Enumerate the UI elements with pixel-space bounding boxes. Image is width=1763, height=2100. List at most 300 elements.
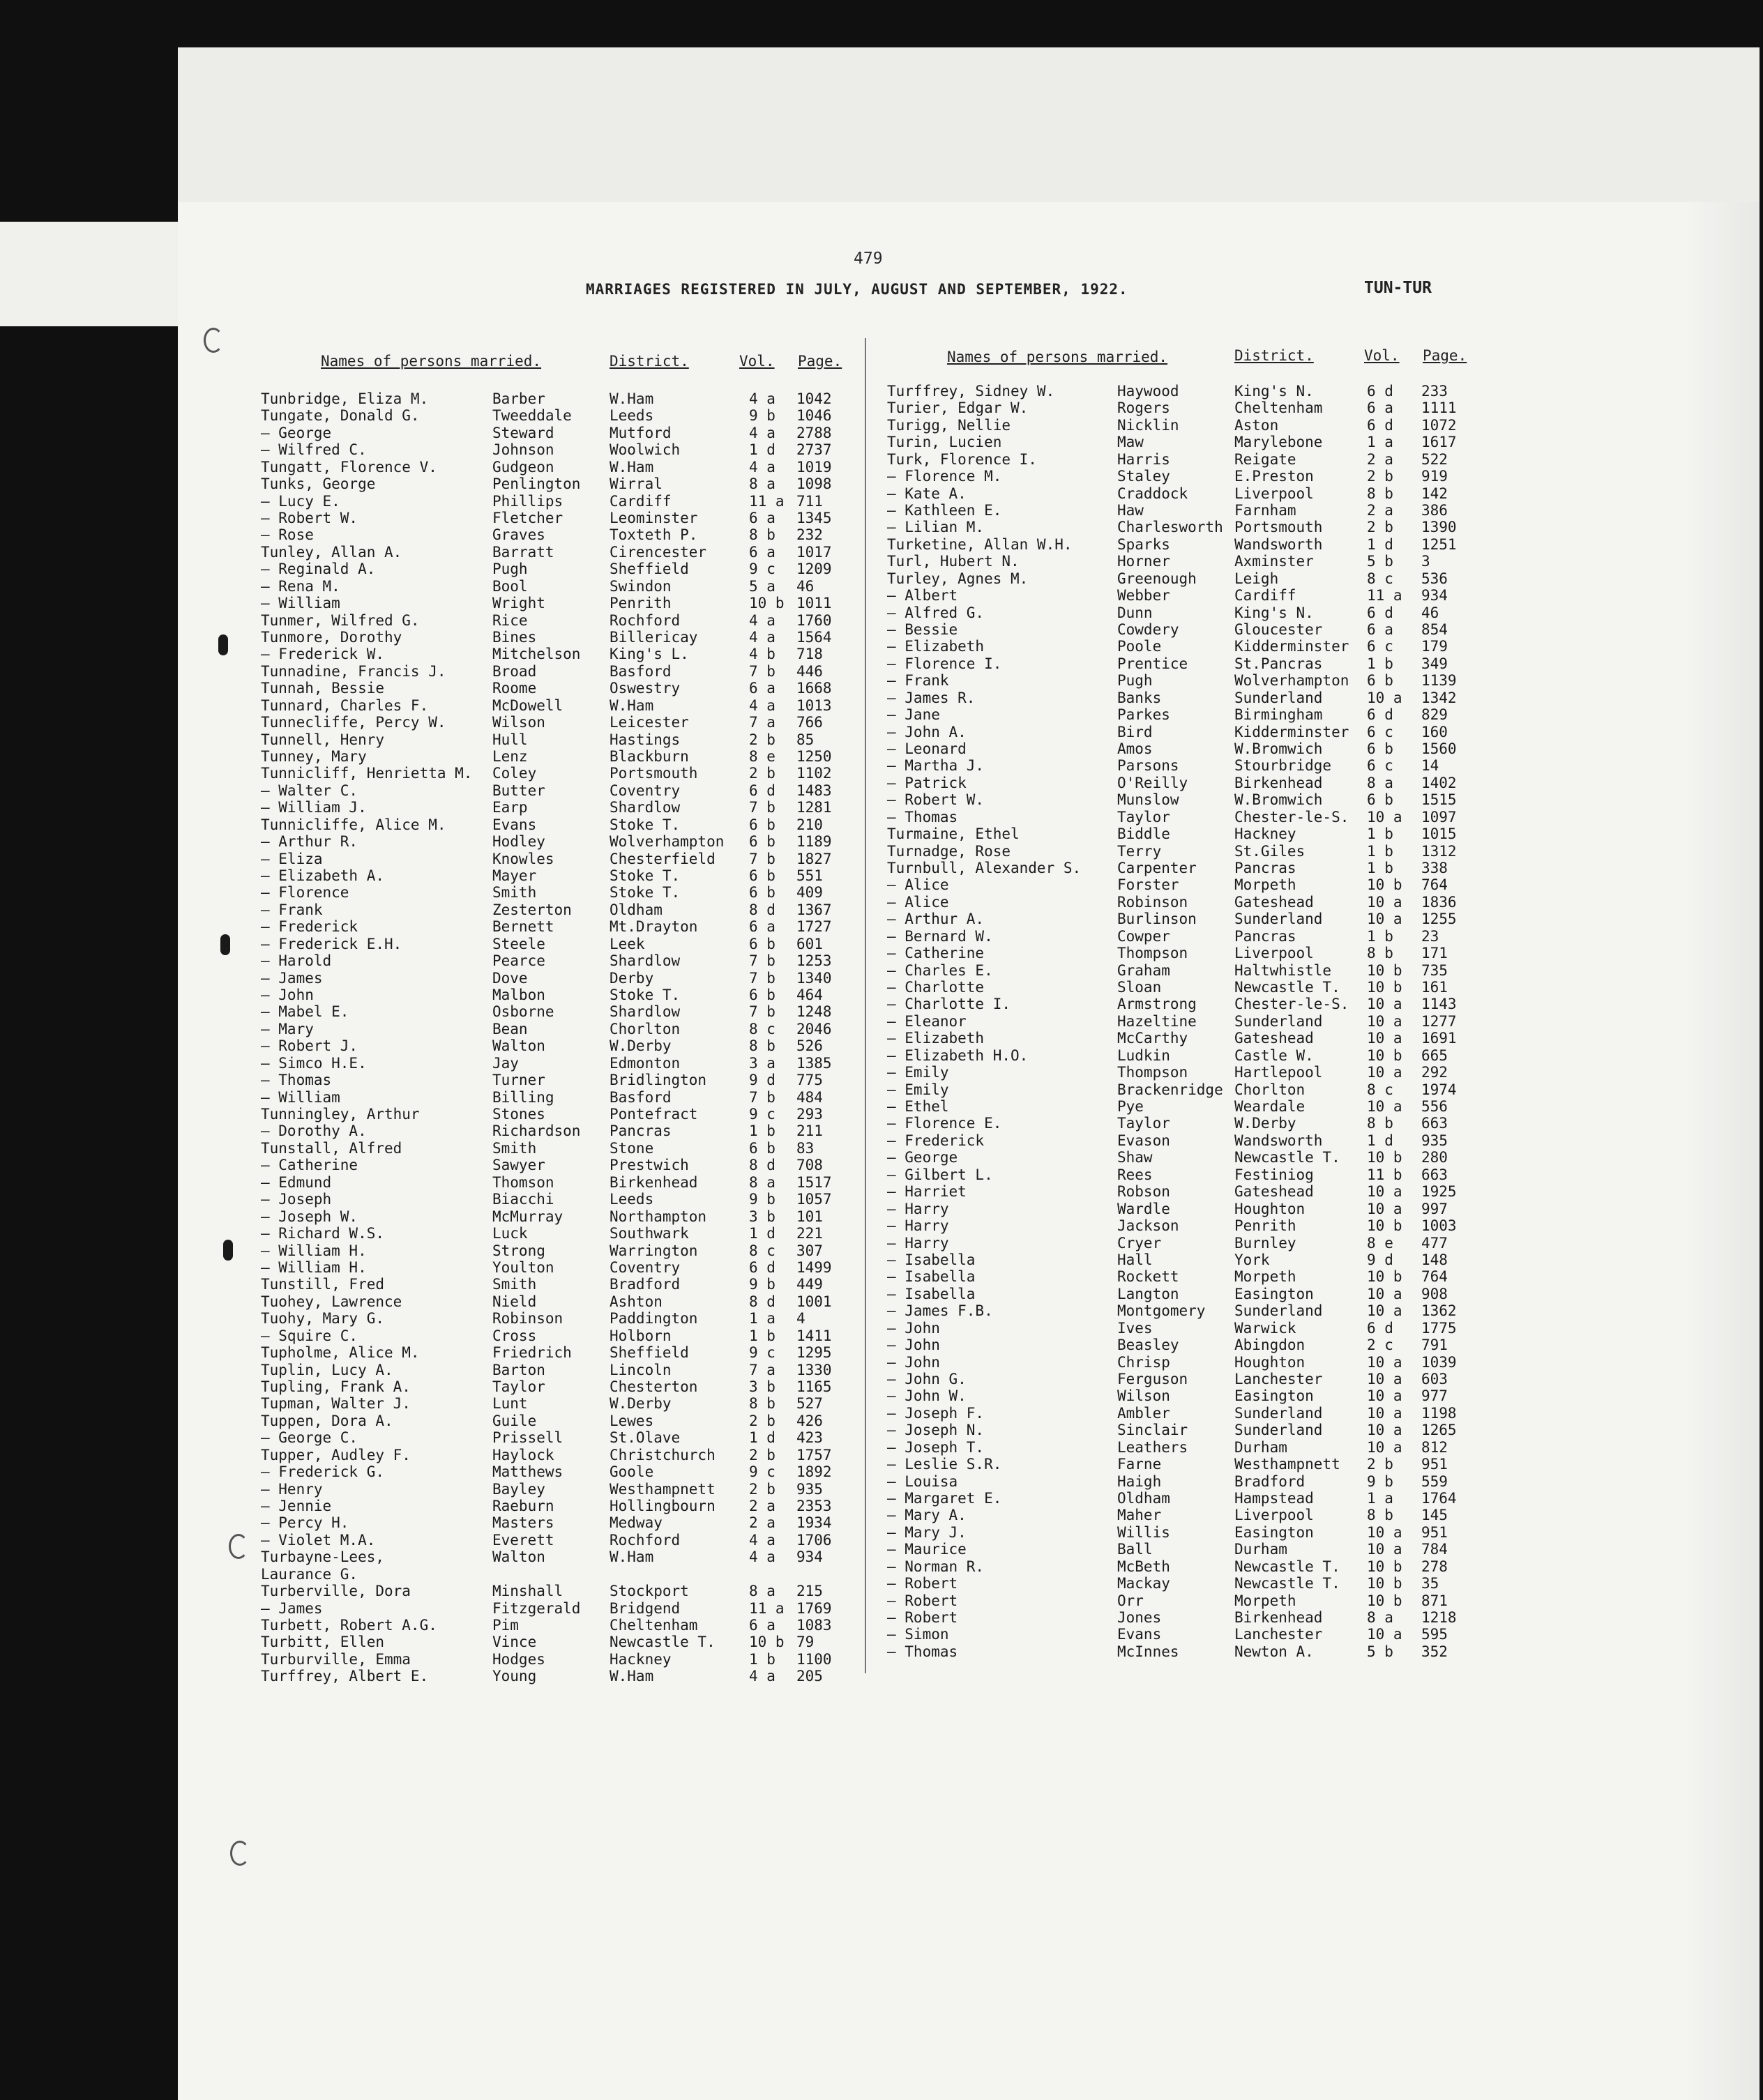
entry-district: Sunderland [1234, 911, 1323, 928]
entry-spouse: Steele [492, 935, 545, 952]
entry-name: — Arthur A. [887, 911, 985, 928]
entry-page: 718 [796, 646, 823, 663]
entry-district: Mt.Drayton [610, 918, 698, 936]
entry-spouse: Bird [1117, 723, 1153, 740]
entry-name: Tunstall, Alfred [261, 1139, 402, 1157]
entry-vol: 6 a [1367, 400, 1393, 417]
entry-district: Toxteth P. [610, 526, 698, 544]
entry-vol: 11 a [1367, 587, 1402, 604]
entry-district: Chorlton [1234, 1081, 1306, 1098]
entry-page: 1560 [1421, 740, 1457, 758]
entry-spouse: Carpenter [1117, 860, 1197, 877]
entry-district: Leigh [1234, 570, 1279, 587]
entry-district: Newcastle T. [1234, 979, 1340, 996]
entry-vol: 2 b [749, 731, 775, 748]
entry-district: Pancras [610, 1123, 672, 1140]
entry-spouse: Ferguson [1117, 1370, 1188, 1387]
entry-vol: 5 b [1367, 1643, 1393, 1660]
entry-district: Burnley [1234, 1234, 1296, 1251]
entry-district: Chesterton [610, 1378, 698, 1395]
entry-name: Tupling, Frank A. [261, 1378, 411, 1395]
entry-spouse: Cross [492, 1327, 537, 1344]
entry-page: 1934 [796, 1514, 832, 1532]
entry-page: 1250 [796, 748, 832, 766]
entry-vol: 10 b [1367, 876, 1402, 894]
entry-page: 46 [796, 577, 815, 595]
entry-spouse: Ball [1117, 1541, 1153, 1558]
entry-vol: 2 b [1367, 519, 1393, 536]
entry-page: 1757 [796, 1446, 832, 1463]
entry-vol: 10 a [1367, 1302, 1402, 1320]
entry-district: Liverpool [1234, 945, 1314, 962]
entry-name: — Elizabeth A. [261, 867, 385, 885]
entry-district: Basford [610, 1088, 672, 1106]
entry-spouse: Dove [492, 969, 528, 987]
entry-page: 1001 [796, 1293, 832, 1310]
entry-district: Leek [610, 935, 645, 952]
entry-district: Stone [610, 1139, 654, 1157]
entry-vol: 8 a [749, 475, 775, 493]
entry-spouse: Hodges [492, 1650, 545, 1668]
entry-name: — George C. [261, 1429, 358, 1447]
entry-vol: 8 a [1367, 1608, 1393, 1626]
entry-district: W.Bromwich [1234, 791, 1323, 809]
entry-spouse: Parkes [1117, 706, 1170, 724]
entry-spouse: Tweeddale [492, 407, 572, 425]
entry-page: 527 [796, 1395, 823, 1413]
entry-name: — Reginald A. [261, 561, 376, 578]
entry-district: Axminster [1234, 553, 1314, 570]
entry-name: — William H. [261, 1242, 367, 1259]
entry-district: Newcastle T. [1234, 1575, 1340, 1592]
entry-spouse: Vince [492, 1634, 537, 1651]
entry-page: 1255 [1421, 911, 1457, 928]
entry-spouse: Parsons [1117, 757, 1179, 775]
entry-name: — Harry [887, 1234, 949, 1251]
entry-district: Chesterfield [610, 850, 716, 867]
entry-name: — Isabella [887, 1285, 976, 1302]
entry-district: Oldham [610, 901, 663, 918]
entry-vol: 1 b [1367, 655, 1393, 672]
entry-vol: 1 b [1367, 860, 1393, 877]
entry-district: Holborn [610, 1327, 672, 1344]
entry-name: — Florence E. [887, 1115, 1002, 1132]
entry-district: Bradford [610, 1276, 681, 1293]
entry-district: Woolwich [610, 441, 681, 459]
entry-vol: 9 c [749, 1106, 775, 1123]
entry-district: Pancras [1234, 927, 1296, 945]
entry-district: Morpeth [1234, 1268, 1296, 1286]
entry-district: Cheltenham [610, 1616, 698, 1634]
entry-vol: 11 b [1367, 1166, 1402, 1183]
entry-name: — Norman R. [887, 1558, 985, 1575]
left-header-page: Page. [798, 353, 842, 370]
entry-name: — Joseph W. [261, 1208, 358, 1225]
entry-name: — Joseph T. [887, 1438, 985, 1456]
entry-vol: 1 d [749, 1225, 775, 1242]
entry-district: Lewes [610, 1412, 654, 1429]
entry-page: 46 [1421, 604, 1439, 621]
entry-name: — George [261, 424, 332, 441]
entry-vol: 10 a [1367, 1064, 1402, 1081]
entry-district: Rochford [610, 1531, 681, 1549]
entry-vol: 6 b [1367, 791, 1393, 809]
entry-spouse: Greenough [1117, 570, 1197, 587]
entry-page: 1515 [1421, 791, 1457, 809]
entry-name: — James F.B. [887, 1302, 993, 1320]
entry-page: 161 [1421, 979, 1448, 996]
entry-page: 477 [1421, 1234, 1448, 1251]
entry-page: 2046 [796, 1020, 832, 1037]
entry-district: Ashton [610, 1293, 663, 1310]
entry-vol: 4 a [749, 629, 775, 646]
entry-spouse: Masters [492, 1514, 554, 1532]
entry-spouse: Pugh [1117, 672, 1153, 690]
entry-page: 1517 [796, 1173, 832, 1191]
entry-name: Tunnah, Bessie [261, 680, 385, 697]
entry-district: Portsmouth [1234, 519, 1323, 536]
entry-district: Sunderland [1234, 1302, 1323, 1320]
entry-spouse: Mackay [1117, 1575, 1170, 1592]
entry-spouse: Burlinson [1117, 911, 1197, 928]
entry-page: 1165 [796, 1378, 832, 1395]
entry-name: — Gilbert L. [887, 1166, 993, 1183]
entry-district: Farnham [1234, 502, 1296, 519]
entry-page: 1727 [796, 918, 832, 936]
entry-vol: 10 b [1367, 1149, 1402, 1166]
entry-district: Hackney [1234, 825, 1296, 843]
entry-page: 233 [1421, 383, 1448, 400]
entry-district: Aston [1234, 416, 1279, 434]
entry-page: 1013 [796, 697, 832, 714]
entry-vol: 2 c [1367, 1337, 1393, 1354]
entry-vol: 6 d [749, 1258, 775, 1276]
entry-spouse: Maher [1117, 1507, 1162, 1524]
entry-vol: 4 b [749, 646, 775, 663]
entry-vol: 4 a [749, 1549, 775, 1566]
punch-ring [204, 328, 223, 353]
entry-vol: 8 d [749, 1293, 775, 1310]
entry-vol: 10 a [1367, 1404, 1402, 1422]
entry-district: Warrington [610, 1242, 698, 1259]
entry-name: — John [887, 1319, 940, 1337]
entry-page: 215 [796, 1583, 823, 1600]
entry-vol: 9 c [749, 1463, 775, 1481]
entry-page: 79 [796, 1634, 815, 1651]
entry-spouse: Jackson [1117, 1217, 1179, 1235]
right-header-names: Names of persons married. [947, 349, 1168, 365]
entry-vol: 6 b [749, 816, 775, 833]
entry-name: — Maurice [887, 1541, 967, 1558]
entry-page: 784 [1421, 1541, 1448, 1558]
entry-name: — Florence M. [887, 468, 1002, 485]
entry-vol: 2 b [749, 1480, 775, 1498]
entry-page: 708 [796, 1157, 823, 1174]
entry-spouse: Phillips [492, 492, 563, 510]
entry-page: 2353 [796, 1497, 832, 1514]
entry-spouse: Langton [1117, 1285, 1179, 1302]
entry-page: 338 [1421, 860, 1448, 877]
entry-page: 775 [796, 1072, 823, 1089]
entry-spouse: Smith [492, 1139, 537, 1157]
entry-name: Tunnicliffe, Alice M. [261, 816, 446, 833]
entry-vol: 7 b [749, 969, 775, 987]
entry-spouse: Cowper [1117, 927, 1170, 945]
entry-district: Cheltenham [1234, 400, 1323, 417]
entry-name: — John [887, 1337, 940, 1354]
entry-page: 232 [796, 526, 823, 544]
entry-district: Durham [1234, 1541, 1287, 1558]
entry-district: Portsmouth [610, 765, 698, 782]
entry-spouse: Fletcher [492, 510, 563, 526]
entry-district: Stoke T. [610, 987, 681, 1004]
column-divider [865, 338, 866, 1673]
entry-page: 556 [1421, 1098, 1448, 1116]
entry-name: Tupman, Walter J. [261, 1395, 411, 1413]
entry-vol: 10 a [1367, 1370, 1402, 1387]
entry-page: 352 [1421, 1643, 1448, 1660]
entry-vol: 6 d [1367, 1319, 1393, 1337]
entry-vol: 2 b [1367, 468, 1393, 485]
entry-vol: 6 d [749, 782, 775, 799]
entry-page: 1367 [796, 901, 832, 918]
entry-name: — Lucy E. [261, 492, 340, 510]
entry-page: 85 [796, 731, 815, 748]
entry-district: Wirral [610, 475, 663, 493]
entry-spouse: Haw [1117, 502, 1144, 519]
entry-spouse: Nield [492, 1293, 537, 1310]
entry-district: Sheffield [610, 561, 689, 578]
entry-page: 919 [1421, 468, 1448, 485]
entry-spouse: Graham [1117, 961, 1170, 979]
entry-name: — Mary A. [887, 1507, 967, 1524]
entry-page: 559 [1421, 1473, 1448, 1490]
entry-vol: 4 a [749, 424, 775, 441]
entry-vol: 6 a [749, 918, 775, 936]
entry-spouse: Rice [492, 611, 528, 629]
entry-name: — John A. [887, 723, 967, 740]
entry-district: Newcastle T. [610, 1634, 716, 1651]
entry-district: W.Derby [610, 1037, 672, 1055]
entry-name: Turnbull, Alexander S. [887, 860, 1082, 877]
entry-name: Tunnard, Charles F. [261, 697, 429, 714]
entry-name: — Leonard [887, 740, 967, 758]
entry-spouse: Young [492, 1668, 537, 1685]
entry-vol: 2 b [749, 1412, 775, 1429]
entry-spouse: Leathers [1117, 1438, 1188, 1456]
entry-page: 1312 [1421, 842, 1457, 860]
entry-vol: 8 e [749, 748, 775, 766]
entry-spouse: Minshall [492, 1583, 563, 1600]
entry-name: — Thomas [887, 1643, 958, 1660]
entry-page: 2788 [796, 424, 832, 441]
entry-spouse: Oldham [1117, 1489, 1170, 1507]
entry-vol: 6 c [1367, 757, 1393, 775]
entry-spouse: Guile [492, 1412, 537, 1429]
entry-spouse: Sawyer [492, 1157, 545, 1174]
entry-name: — Henry [261, 1480, 323, 1498]
punch-ring [229, 1534, 248, 1559]
entry-vol: 8 d [749, 901, 775, 918]
entry-vol: 1 a [1367, 1489, 1393, 1507]
entry-vol: 8 b [1367, 945, 1393, 962]
entry-district: Birkenhead [1234, 1608, 1323, 1626]
entry-vol: 10 a [1367, 1523, 1402, 1541]
entry-name: — Frederick [887, 1132, 985, 1149]
entry-district: Gloucester [1234, 621, 1323, 639]
entry-spouse: Johnson [492, 441, 554, 459]
entry-name: Turier, Edgar W. [887, 400, 1029, 417]
entry-spouse: Willis [1117, 1523, 1170, 1541]
entry-page: 221 [796, 1225, 823, 1242]
entry-vol: 8 a [749, 1583, 775, 1600]
entry-district: King's N. [1234, 383, 1314, 400]
entry-spouse: Knowles [492, 850, 554, 867]
entry-page: 1072 [1421, 416, 1457, 434]
entry-spouse: Lenz [492, 748, 528, 766]
entry-name: Tungatt, Florence V. [261, 458, 437, 475]
entry-spouse: Lunt [492, 1395, 528, 1413]
entry-page: 1143 [1421, 996, 1457, 1013]
entry-vol: 9 c [749, 1344, 775, 1362]
entry-vol: 7 b [749, 662, 775, 680]
entry-name: — Rose [261, 526, 314, 544]
entry-district: Penrith [610, 595, 672, 612]
entry-district: Westhampnett [1234, 1456, 1340, 1473]
entry-name: Tungate, Donald G. [261, 407, 420, 425]
entry-spouse: O'Reilly [1117, 774, 1188, 791]
entry-spouse: Charlesworth [1117, 519, 1223, 536]
entry-district: Weardale [1234, 1098, 1306, 1116]
entry-name: Tunmer, Wilfred G. [261, 611, 420, 629]
entry-name: Tuohy, Mary G. [261, 1310, 385, 1327]
entry-district: Easington [1234, 1285, 1314, 1302]
left-header-names: Names of persons married. [321, 353, 542, 370]
entry-name: Tunnicliff, Henrietta M. [261, 765, 473, 782]
entry-page: 603 [1421, 1370, 1448, 1387]
entry-name: Tunbridge, Eliza M. [261, 390, 429, 407]
entry-vol: 10 a [1367, 1012, 1402, 1030]
entry-vol: 10 b [749, 1634, 785, 1651]
entry-name: — John [261, 987, 314, 1004]
entry-spouse: Ives [1117, 1319, 1153, 1337]
entry-name: — Harry [887, 1217, 949, 1235]
entry-name: Turley, Agnes M. [887, 570, 1029, 587]
entry-page: 1691 [1421, 1030, 1457, 1047]
entry-page: 601 [796, 935, 823, 952]
entry-spouse: Horner [1117, 553, 1170, 570]
entry-name: — John [887, 1353, 940, 1371]
entry-district: Penrith [1234, 1217, 1296, 1235]
entry-name: — Frederick E.H. [261, 935, 402, 952]
entry-spouse: Taylor [1117, 1115, 1170, 1132]
entry-page: 446 [796, 662, 823, 680]
entry-district: Sheffield [610, 1344, 689, 1362]
entry-district: Chester-le-S. [1234, 996, 1349, 1013]
entry-vol: 10 a [1367, 893, 1402, 911]
entry-name: — Eleanor [887, 1012, 967, 1030]
entry-vol: 5 b [1367, 553, 1393, 570]
entry-name: — Jennie [261, 1497, 332, 1514]
entry-spouse: Ludkin [1117, 1047, 1170, 1064]
entry-name: — Edmund [261, 1173, 332, 1191]
entry-vol: 4 a [749, 390, 775, 407]
entry-page: 1483 [796, 782, 832, 799]
entry-page: 423 [796, 1429, 823, 1447]
entry-page: 1411 [796, 1327, 832, 1344]
entry-vol: 6 a [749, 1616, 775, 1634]
entry-name: — Harriet [887, 1183, 967, 1201]
entry-page: 1390 [1421, 519, 1457, 536]
entry-vol: 6 b [1367, 740, 1393, 758]
entry-name: — Leslie S.R. [887, 1456, 1002, 1473]
entry-name: — Alfred G. [887, 604, 985, 621]
entry-spouse: Staley [1117, 468, 1170, 485]
entry-name: Turl, Hubert N. [887, 553, 1020, 570]
entry-name: Tunmore, Dorothy [261, 629, 402, 646]
entry-page: 160 [1421, 723, 1448, 740]
entry-page: 1402 [1421, 774, 1457, 791]
entry-district: Shardlow [610, 1003, 681, 1021]
entry-vol: 6 d [1367, 416, 1393, 434]
entry-page: 1330 [796, 1361, 832, 1378]
entry-vol: 10 a [1367, 1030, 1402, 1047]
entry-name: — Charles E. [887, 961, 993, 979]
entry-district: St.Giles [1234, 842, 1306, 860]
entry-vol: 1 a [1367, 434, 1393, 451]
entry-spouse: Mitchelson [492, 646, 581, 663]
entry-name: — Lilian M. [887, 519, 985, 536]
entry-page: 1209 [796, 561, 832, 578]
entry-page: 977 [1421, 1387, 1448, 1405]
entry-district: Liverpool [1234, 485, 1314, 502]
entry-spouse: Bernett [492, 918, 554, 936]
entry-name: — Simon [887, 1626, 949, 1643]
entry-spouse: Strong [492, 1242, 545, 1259]
entry-district: W.Ham [610, 697, 654, 714]
entry-spouse: Butter [492, 782, 545, 799]
entry-spouse: Wright [492, 595, 545, 612]
entry-spouse: Montgomery [1117, 1302, 1206, 1320]
entry-district: Gateshead [1234, 893, 1314, 911]
entry-spouse: Craddock [1117, 485, 1188, 502]
entry-spouse: Coley [492, 765, 537, 782]
entry-name: — Alice [887, 876, 949, 894]
entry-page: 1277 [1421, 1012, 1457, 1030]
entry-spouse: Brackenridge [1117, 1081, 1223, 1098]
entry-name: — Charlotte I. [887, 996, 1011, 1013]
entry-name: Turin, Lucien [887, 434, 1002, 451]
punch-hole [218, 634, 228, 655]
entry-district: Bridlington [610, 1072, 707, 1089]
entry-vol: 10 a [1367, 911, 1402, 928]
entry-district: Wolverhampton [610, 833, 725, 851]
entry-name: — Frederick W. [261, 646, 385, 663]
entry-vol: 6 b [749, 1139, 775, 1157]
entry-district: Newton A. [1234, 1643, 1314, 1660]
entry-vol: 7 b [749, 1088, 775, 1106]
entry-spouse: Barton [492, 1361, 545, 1378]
entry-district: W.Derby [1234, 1115, 1296, 1132]
entry-district: Leominster [610, 510, 698, 526]
entry-vol: 1 b [749, 1123, 775, 1140]
entry-district: E.Preston [1234, 468, 1314, 485]
entry-district: Pontefract [610, 1106, 698, 1123]
entry-name: — Violet M.A. [261, 1531, 376, 1549]
entry-page: 908 [1421, 1285, 1448, 1302]
entry-name: — Catherine [261, 1157, 358, 1174]
entry-name: — James [261, 969, 323, 987]
